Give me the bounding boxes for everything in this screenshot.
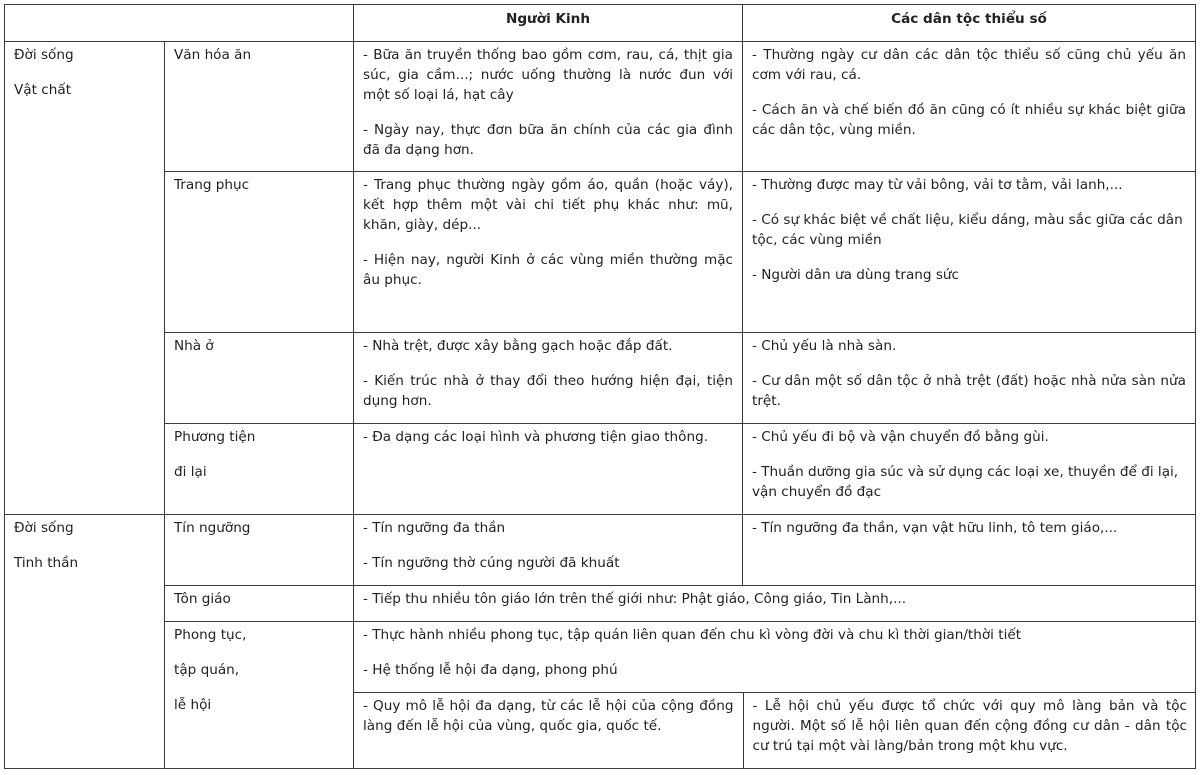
aspect-label: Văn hóa ăn — [165, 42, 354, 172]
phong-tuc-subtable — [354, 622, 1196, 768]
text-paragraph: - Hệ thống lễ hội đa dạng, phong phú — [363, 662, 618, 678]
text-paragraph: - Thực hành nhiều phong tục, tập quán liên quan đến chu kì vòng đời và chu kì thời gian/thời tiết — [363, 627, 1022, 643]
shared-row — [354, 622, 1196, 692]
aspect-label — [165, 424, 354, 515]
category-vat-chat — [5, 42, 165, 515]
minority-cell — [743, 42, 1196, 172]
text-paragraph: - Bữa ăn truyền thống bao gồm cơm, rau, cá, thịt gia súc, gia cầm...; nước uống thường là nước đun với một số loại lá, hạt cây — [363, 47, 733, 103]
text-paragraph: - Đa dạng các loại hình và phương tiện giao thông. — [363, 429, 709, 445]
aspect-label: Tín ngưỡng — [165, 515, 354, 586]
aspect-label-line: tập quán, — [174, 662, 240, 678]
text-paragraph: - Người dân ưa dùng trang sức — [752, 267, 960, 283]
text-paragraph: - Tín ngưỡng đa thần — [363, 520, 506, 536]
row-an — [5, 42, 1196, 172]
text-paragraph: - Nhà trệt, được xây bằng gạch hoặc đắp đất. — [363, 338, 673, 354]
text-paragraph: - Cư dân một số dân tộc ở nhà trệt (đất) hoặc nhà nửa sàn nửa trệt. — [752, 373, 1186, 409]
text-paragraph: - Hiện nay, người Kinh ở các vùng miền thường mặc âu phục. — [363, 252, 733, 288]
minority-cell — [743, 515, 1196, 586]
phong-tuc-content — [354, 622, 1196, 769]
minority-cell — [743, 424, 1196, 515]
minority-cell — [743, 172, 1196, 333]
aspect-label-line: Phong tục, — [174, 627, 247, 643]
aspect-label — [165, 622, 354, 769]
text-paragraph: - Có sự khác biệt về chất liệu, kiểu dáng, màu sắc giữa các dân tộc, các vùng miền — [752, 212, 1183, 248]
row-phuong-tien — [5, 424, 1196, 515]
text-paragraph: - Cách ăn và chế biến đồ ăn cũng có ít nhiều sự khác biệt giữa các dân tộc, vùng miền. — [752, 102, 1186, 138]
kinh-cell — [354, 172, 743, 333]
aspect-label-line: lễ hội — [174, 697, 212, 713]
text-paragraph: - Chủ yếu là nhà sàn. — [752, 338, 897, 354]
shared-cell: - Tiếp thu nhiều tôn giáo lớn trên thế giới như: Phật giáo, Công giáo, Tin Lành,... — [354, 586, 1196, 622]
row-phong-tuc — [5, 622, 1196, 769]
text-paragraph: - Thường được may từ vải bông, vải tơ tằm, vải lanh,... — [752, 177, 1123, 193]
aspect-label-line: đi lại — [174, 464, 207, 480]
category-line: Đời sống — [14, 520, 74, 536]
aspect-label-line: Phương tiện — [174, 429, 256, 445]
text-paragraph: - Kiến trúc nhà ở thay đổi theo hướng hiện đại, tiện dụng hơn. — [363, 373, 733, 409]
aspect-label: Trang phục — [165, 172, 354, 333]
minority-cell: - Lễ hội chủ yếu được tổ chức với quy mô làng bản và tộc người. Một số lễ hội liên quan đến cộng đồng cư dân - dân tộc cư trú tại một vài làng/bản trong một khu vực. — [752, 697, 1188, 754]
shared-cell — [354, 622, 1196, 692]
text-paragraph: - Tín ngưỡng đa thần, vạn vật hữu linh, tô tem giáo,... — [752, 520, 1118, 536]
row-ton-giao — [5, 586, 1196, 622]
kinh-cell — [354, 515, 743, 586]
category-tinh-than — [5, 515, 165, 769]
header-minority: Các dân tộc thiểu số — [743, 5, 1196, 42]
row-trang-phuc — [5, 172, 1196, 333]
row-nha-o — [5, 333, 1196, 424]
header-row — [5, 5, 1196, 42]
aspect-label: Tôn giáo — [165, 586, 354, 622]
row-tin-nguong — [5, 515, 1196, 586]
text-paragraph: - Trang phục thường ngày gồm áo, quần (hoặc váy), kết hợp thêm một vài chi tiết phụ khác như: mũ, khăn, giày, dép... — [363, 177, 733, 233]
kinh-cell — [354, 42, 743, 172]
text-paragraph: - Thường ngày cư dân các dân tộc thiểu số cũng chủ yếu ăn cơm với rau, cá. — [752, 47, 1186, 83]
kinh-cell — [354, 424, 743, 515]
aspect-label: Nhà ở — [165, 333, 354, 424]
header-kinh: Người Kinh — [354, 5, 743, 42]
category-line: Đời sống — [14, 47, 74, 63]
text-paragraph: - Ngày nay, thực đơn bữa ăn chính của các gia đình đã đa dạng hơn. — [363, 122, 733, 158]
text-paragraph: - Thuần dưỡng gia súc và sử dụng các loại xe, thuyền để đi lại, vận chuyển đồ đạc — [752, 464, 1179, 500]
header-empty-cell — [5, 5, 354, 42]
text-paragraph: - Chủ yếu đi bộ và vận chuyển đồ bằng gùi. — [752, 429, 1049, 445]
comparison-table — [4, 4, 1196, 769]
minority-cell — [743, 333, 1196, 424]
category-line: Vật chất — [14, 82, 72, 98]
text-paragraph: - Tín ngưỡng thờ cúng người đã khuất — [363, 555, 620, 571]
split-row — [354, 692, 1196, 768]
category-line: Tinh thần — [14, 555, 79, 571]
kinh-cell: - Quy mô lễ hội đa dạng, từ các lễ hội của cộng đồng làng đến lễ hội của vùng, quốc gia, quốc tế. — [354, 692, 743, 768]
kinh-cell — [354, 333, 743, 424]
